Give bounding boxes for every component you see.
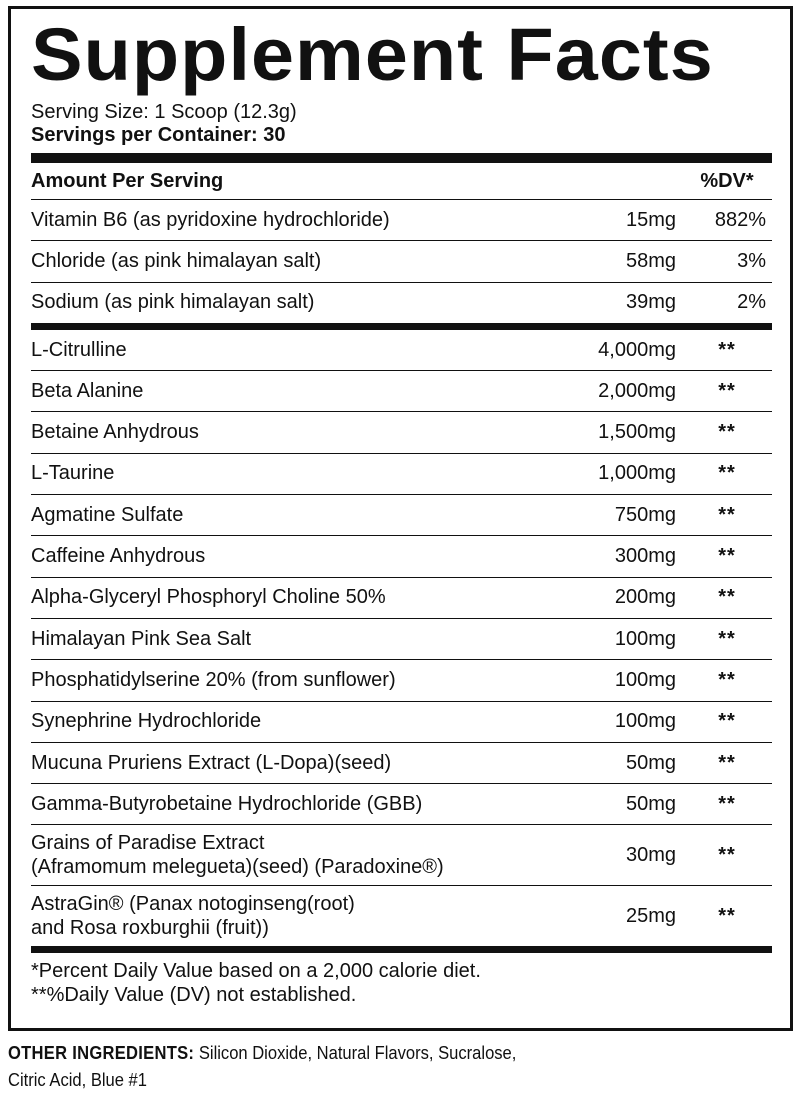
supplement-facts-panel <box>8 6 793 1031</box>
ingredient-dv: ** <box>718 792 736 815</box>
ingredient-dv: ** <box>718 421 736 444</box>
ingredient-name: L-Citrulline <box>31 338 127 361</box>
other-ingredients <box>8 1040 726 1094</box>
table-row <box>31 743 772 783</box>
ingredient-name: Himalayan Pink Sea Salt <box>31 627 252 650</box>
divider-medium <box>31 946 772 953</box>
ingredient-name-line1: Grains of Paradise Extract <box>31 832 265 855</box>
ingredient-name: Vitamin B6 (as pyridoxine hydrochloride) <box>31 208 390 231</box>
table-row <box>31 784 772 824</box>
ingredient-dv: ** <box>718 338 736 361</box>
panel-title: Supplement Facts <box>31 13 714 96</box>
ingredient-dv: 3% <box>737 249 766 272</box>
ingredient-amount: 750mg <box>614 503 676 526</box>
ingredient-dv: ** <box>718 379 736 402</box>
footnote-dv-basis: *Percent Daily Value based on a 2,000 calorie diet. <box>31 960 481 983</box>
ingredient-name: Caffeine Anhydrous <box>31 545 206 568</box>
ingredient-name: Chloride (as pink himalayan salt) <box>31 249 322 272</box>
ingredient-name: Mucuna Pruriens Extract (L-Dopa)(seed) <box>31 751 392 774</box>
table-row <box>31 536 772 576</box>
ingredient-amount: 1,500mg <box>598 421 676 444</box>
ingredient-amount: 30mg <box>625 843 676 866</box>
ingredient-rows <box>31 330 772 947</box>
table-row <box>31 454 772 494</box>
servings-per-container: Servings per Container: 30 <box>31 124 286 146</box>
ingredient-amount: 25mg <box>625 904 676 927</box>
ingredient-name: Synephrine Hydrochloride <box>31 710 262 733</box>
ingredient-dv: 2% <box>737 291 766 314</box>
ingredient-dv: ** <box>718 710 736 733</box>
ingredient-amount: 50mg <box>625 792 676 815</box>
ingredient-amount: 100mg <box>614 710 676 733</box>
ingredient-amount: 50mg <box>625 751 676 774</box>
ingredient-amount: 200mg <box>614 586 676 609</box>
table-row <box>31 371 772 411</box>
ingredient-dv: ** <box>718 503 736 526</box>
ingredient-name-line2: (Aframomum melegueta)(seed) (Paradoxine®) <box>31 856 444 879</box>
ingredient-amount: 39mg <box>625 291 676 314</box>
table-row <box>31 412 772 452</box>
amount-header-row <box>31 163 772 199</box>
ingredient-name-line2: and Rosa roxburghii (fruit)) <box>31 917 269 940</box>
table-row <box>31 825 772 885</box>
ingredient-amount: 4,000mg <box>598 338 676 361</box>
table-row <box>31 886 772 946</box>
ingredient-name: Betaine Anhydrous <box>31 421 199 444</box>
ingredient-dv: ** <box>718 843 736 866</box>
ingredient-amount: 15mg <box>625 208 676 231</box>
table-row <box>31 702 772 742</box>
table-row <box>31 660 772 700</box>
ingredient-dv: ** <box>718 904 736 927</box>
ingredient-dv: ** <box>718 751 736 774</box>
ingredient-dv: ** <box>718 586 736 609</box>
ingredient-name: Beta Alanine <box>31 379 144 402</box>
table-row <box>31 495 772 535</box>
ingredient-amount: 2,000mg <box>598 379 676 402</box>
ingredient-name: Sodium (as pink himalayan salt) <box>31 291 315 314</box>
amount-per-serving-label: Amount Per Serving <box>31 169 224 192</box>
ingredient-amount: 300mg <box>614 545 676 568</box>
serving-size: Serving Size: 1 Scoop (12.3g) <box>31 101 297 123</box>
ingredient-dv: ** <box>718 462 736 485</box>
ingredient-dv: 882% <box>714 208 766 231</box>
table-row <box>31 330 772 370</box>
ingredient-amount: 100mg <box>614 668 676 691</box>
ingredient-name: Agmatine Sulfate <box>31 503 184 526</box>
divider-medium <box>31 323 772 330</box>
dv-header-label: %DV* <box>700 169 754 192</box>
table-row <box>31 619 772 659</box>
footnote-dv-not-established: **%Daily Value (DV) not established. <box>31 984 357 1007</box>
table-row <box>31 200 772 240</box>
ingredient-amount: 100mg <box>614 627 676 650</box>
ingredient-amount: 58mg <box>625 249 676 272</box>
other-ingredients-text: Silicon Dioxide, Natural Flavors, Sucralose, <box>198 1043 517 1063</box>
ingredient-name: Phosphatidylserine 20% (from sunflower) <box>31 668 396 691</box>
table-row <box>31 241 772 281</box>
footnotes <box>31 959 772 1007</box>
other-ingredients-text-line2: Citric Acid, Blue #1 <box>8 1070 147 1090</box>
ingredient-amount: 1,000mg <box>598 462 676 485</box>
ingredient-dv: ** <box>718 627 736 650</box>
ingredient-name: Alpha-Glyceryl Phosphoryl Choline 50% <box>31 586 386 609</box>
ingredient-name: Gamma-Butyrobetaine Hydrochloride (GBB) <box>31 792 423 815</box>
other-ingredients-label: OTHER INGREDIENTS: <box>8 1043 195 1063</box>
ingredient-dv: ** <box>718 545 736 568</box>
vitamin-rows <box>31 200 772 323</box>
table-row <box>31 283 772 323</box>
table-row <box>31 578 772 618</box>
ingredient-name <box>31 892 532 940</box>
ingredient-name-line1: AstraGin® (Panax notoginseng(root) <box>31 893 355 916</box>
ingredient-name <box>31 831 532 879</box>
ingredient-dv: ** <box>718 668 736 691</box>
divider-thick <box>31 153 772 163</box>
ingredient-name: L-Taurine <box>31 462 115 485</box>
